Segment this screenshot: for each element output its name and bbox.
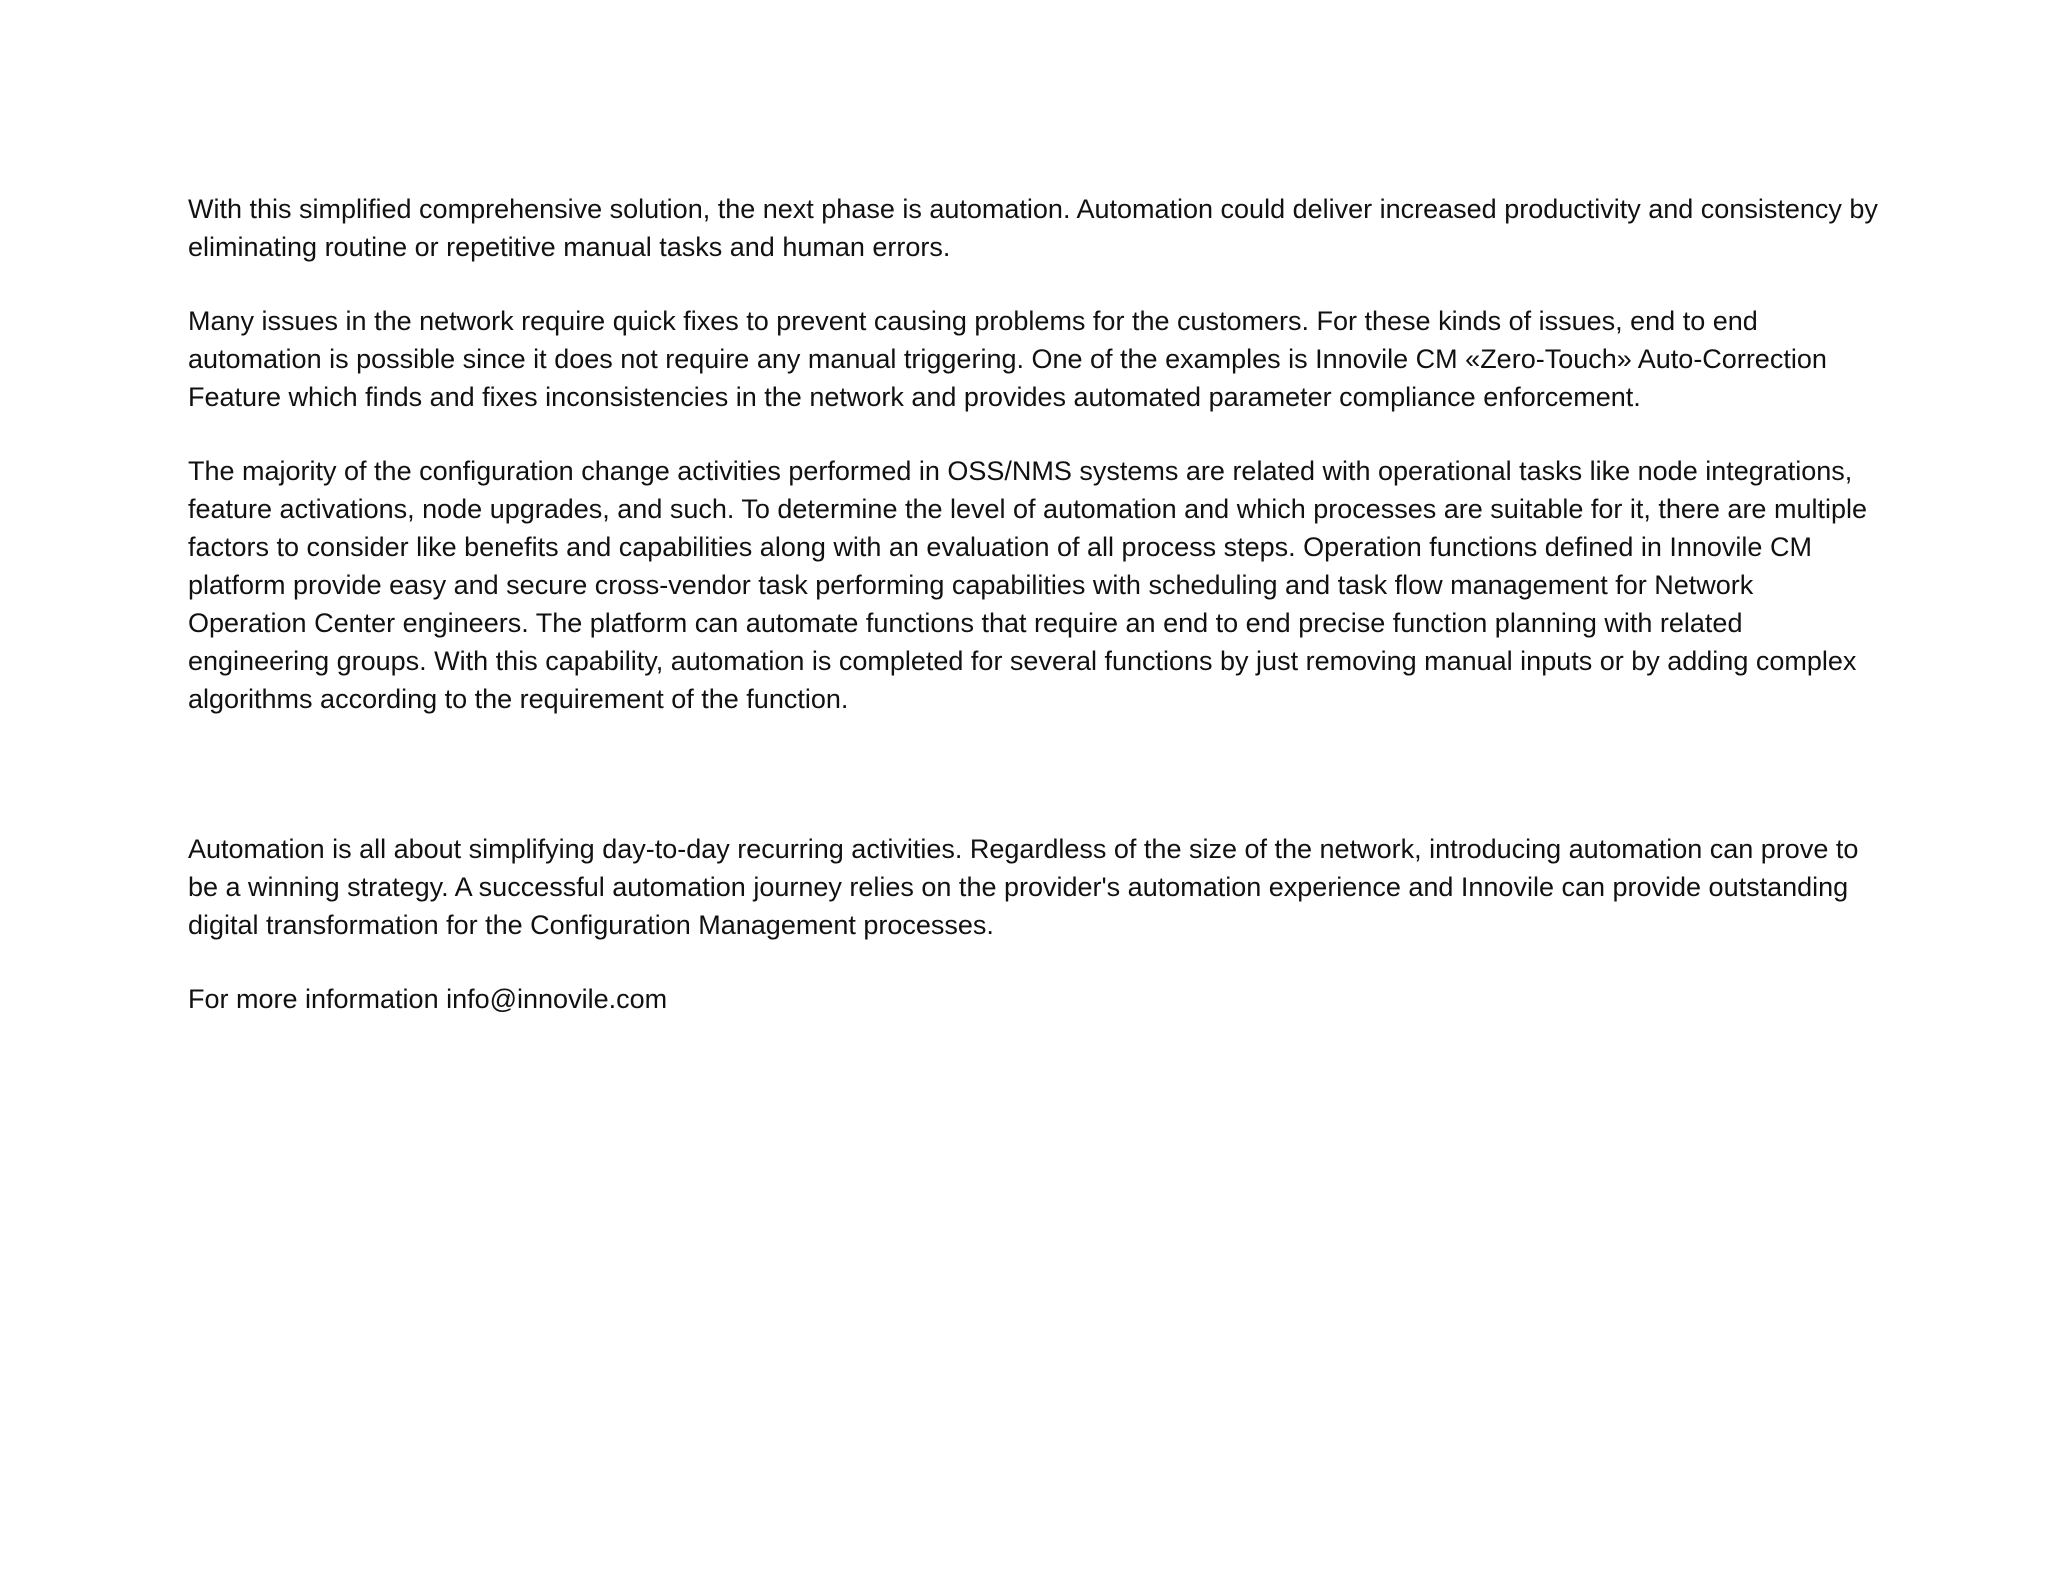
document-body — [188, 190, 1878, 1018]
paragraph-automation-phase: With this simplified comprehensive solution, the next phase is automation. Automation could deliver increased productivity and consistency by eliminating routine or repetitive manual tasks and human errors. — [188, 194, 1878, 262]
paragraph-configuration-change: The majority of the configuration change activities performed in OSS/NMS systems are related with operational tasks like node integrations, feature activations, node upgrades, and such. To determine the level of automation and which processes are suitable for it, there are multiple factors to consider like benefits and capabilities along with an evaluation of all process steps. Operation functions defined in Innovile CM platform provide easy and secure cross-vendor task performing capabilities with scheduling and task flow management for Network Operation Center engineers. The platform can automate functions that require an end to end precise function planning with related engineering groups. With this capability, automation is completed for several functions by just removing manual inputs or by adding complex algorithms according to the requirement of the function. — [188, 456, 1867, 714]
contact-line: For more information info@innovile.com — [188, 984, 668, 1014]
paragraph-quick-fixes: Many issues in the network require quick fixes to prevent causing problems for the customers. For these kinds of issues, end to end automation is possible since it does not require any manual triggering. One of the examples is Innovile CM «Zero-Touch» Auto-Correction Feature which finds and fixes inconsistencies in the network and provides automated parameter compliance enforcement. — [188, 306, 1827, 412]
paragraph-automation-strategy: Automation is all about simplifying day-to-day recurring activities. Regardless of the size of the network, introducing automation can prove to be a winning strategy. A successful automation journey relies on the provider's automation experience and Innovile can provide outstanding digital transformation for the Configuration Management processes. — [188, 834, 1859, 940]
